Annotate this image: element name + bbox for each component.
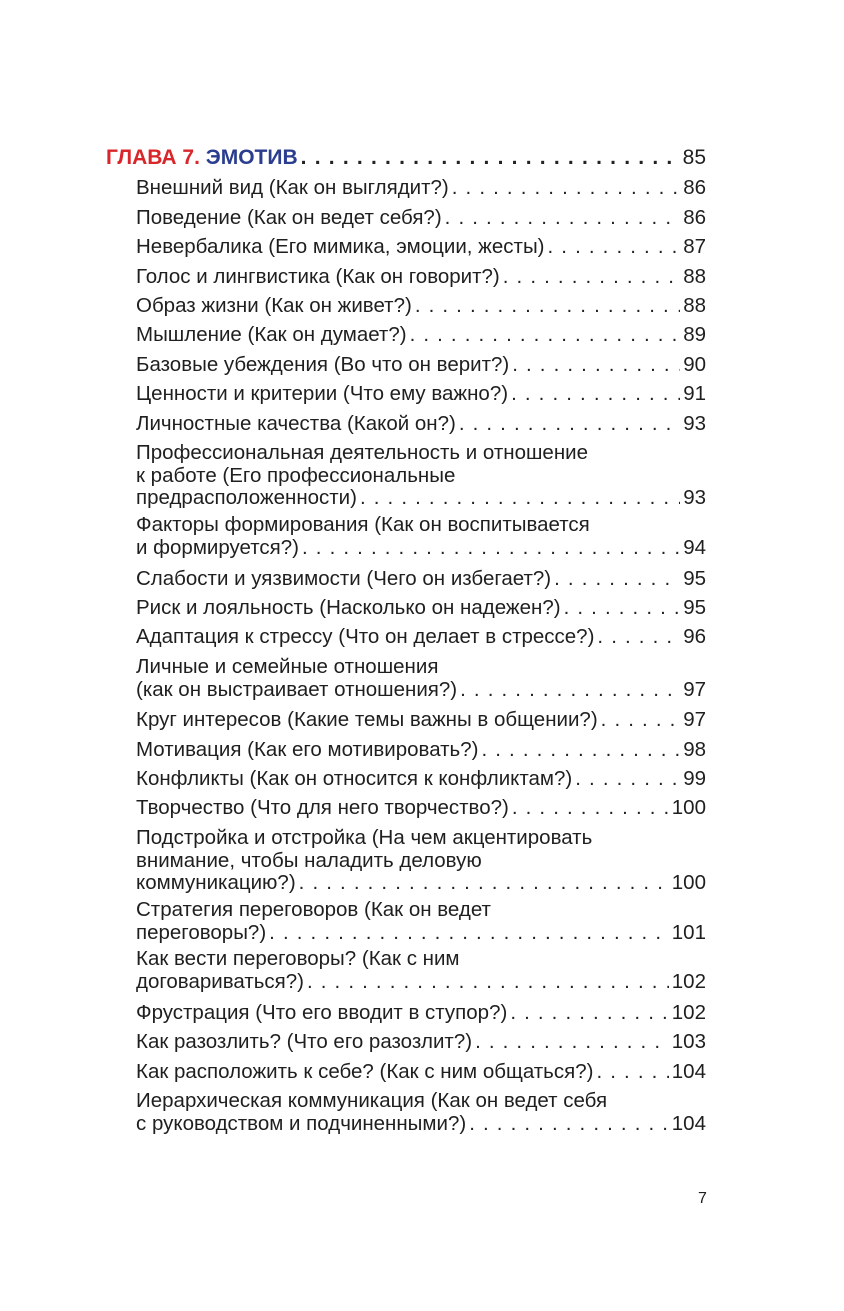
toc-entry[interactable] (136, 827, 706, 895)
toc-entry-page: 86 (683, 205, 706, 229)
toc-entry-text: с руководством и подчиненными?) (136, 1111, 467, 1135)
toc-entry[interactable] (136, 948, 706, 993)
toc-entry-text: Поведение (Как он ведет себя?) (136, 205, 442, 229)
toc-entry-page: 100 (671, 796, 706, 820)
toc-entry[interactable] (136, 764, 706, 793)
toc-entry-text-line: Стратегия переговоров (Как он ведет (136, 897, 491, 921)
toc-entry-text-line: к работе (Его профессиональные (136, 463, 456, 487)
chapter-name: ЭМОТИВ (205, 146, 298, 169)
dot-leader (510, 998, 668, 1027)
toc-entry[interactable] (136, 656, 706, 701)
dot-leader (269, 922, 669, 945)
toc-entry[interactable] (136, 564, 706, 593)
toc-entry-text-line: Иерархическая коммуникация (Как он ведет себя (136, 1088, 608, 1112)
dot-leader (475, 1027, 669, 1056)
dot-leader (460, 679, 680, 702)
toc-entry-text-line: Как вести переговоры? (Как с ним (136, 947, 460, 971)
dot-leader (596, 1057, 668, 1086)
toc-entry-text: Фрустрация (Что его вводит в ступор?) (136, 1000, 508, 1024)
dot-leader (469, 1113, 669, 1136)
toc-entry[interactable] (136, 350, 706, 379)
toc-entry-page: 91 (683, 382, 706, 406)
toc-entry-page: 94 (683, 535, 706, 559)
toc-entry-page: 100 (671, 871, 706, 895)
dot-leader (301, 143, 680, 172)
dot-leader (601, 705, 681, 734)
toc-entry-text: Базовые убеждения (Во что он верит?) (136, 352, 510, 376)
toc-entry-text-line: Подстройка и отстройка (На чем акцентировать (136, 825, 593, 849)
toc-entry-text: Адаптация к стрессу (Что он делает в стрессе?) (136, 625, 595, 649)
toc-entry-text: Мотивация (Как его мотивировать?) (136, 737, 479, 761)
toc-entry[interactable] (136, 379, 706, 408)
toc-entry-text: (как он выстраивает отношения?) (136, 677, 458, 701)
toc-entry[interactable] (136, 291, 706, 320)
toc-entry-page: 93 (683, 411, 706, 435)
toc-entry[interactable] (136, 899, 706, 944)
toc-entry-text: Как расположить к себе? (Как с ним общаться?) (136, 1059, 594, 1083)
toc-entry-text: Слабости и уязвимости (Чего он избегает?) (136, 566, 552, 590)
toc-entry-page: 101 (671, 920, 706, 944)
chapter-label: ГЛАВА 7. (106, 146, 200, 169)
toc-entry-text: Невербалика (Его мимика, эмоции, жесты) (136, 235, 545, 259)
dot-leader (410, 320, 681, 349)
toc-entry[interactable] (136, 593, 706, 622)
toc-entry-page: 97 (683, 677, 706, 701)
toc-entry[interactable] (136, 320, 706, 349)
toc-entry-page: 95 (683, 566, 706, 590)
dot-leader (503, 262, 680, 291)
toc-entry-text-line: Факторы формирования (Как он воспитывается (136, 513, 590, 537)
dot-leader (452, 173, 680, 202)
toc-entry-text: Голос и лингвистика (Как он говорит?) (136, 264, 500, 288)
toc-entry-text: Риск и лояльность (Насколько он надежен?) (136, 595, 561, 619)
toc-entry[interactable] (136, 442, 706, 510)
dot-leader (307, 971, 669, 994)
toc-entry[interactable] (136, 622, 706, 651)
folio: 7 (698, 1190, 707, 1207)
toc-entry[interactable] (136, 514, 706, 559)
toc-entry-text: переговоры?) (136, 920, 267, 944)
dot-leader (512, 350, 680, 379)
dot-leader (548, 232, 681, 261)
toc-entry-page: 102 (671, 1000, 706, 1024)
dot-leader (481, 735, 680, 764)
dot-leader (299, 872, 669, 895)
toc-entry-text-line: Профессиональная деятельность и отношение (136, 441, 588, 465)
toc-entry-page: 95 (683, 595, 706, 619)
toc-entry-page: 99 (683, 767, 706, 791)
toc-entry-page: 97 (683, 708, 706, 732)
toc-entry-page: 89 (683, 323, 706, 347)
dot-leader (459, 409, 680, 438)
toc-entry-page: 96 (683, 625, 706, 649)
toc-entry-page: 103 (671, 1030, 706, 1054)
toc-entry[interactable] (136, 735, 706, 764)
dot-leader (512, 793, 669, 822)
table-of-contents (106, 143, 706, 1139)
toc-entry[interactable] (136, 262, 706, 291)
toc-entry-text: Образ жизни (Как он живет?) (136, 294, 412, 318)
toc-entry-page: 90 (683, 352, 706, 376)
toc-entry-page: 93 (683, 486, 706, 510)
toc-entry[interactable] (136, 203, 706, 232)
toc-entry[interactable] (136, 705, 706, 734)
toc-entry-text: Творчество (Что для него творчество?) (136, 796, 509, 820)
dot-leader (360, 487, 680, 510)
toc-entry-text: Личностные качества (Какой он?) (136, 411, 456, 435)
dot-leader (415, 291, 680, 320)
dot-leader (597, 622, 680, 651)
toc-entry-text: и формируется?) (136, 535, 300, 559)
toc-entry-text-line: Личные и семейные отношения (136, 654, 439, 678)
toc-entry[interactable] (136, 1090, 706, 1135)
toc-entry-page: 104 (671, 1059, 706, 1083)
toc-entry-page: 86 (683, 176, 706, 200)
toc-entry-page: 98 (683, 737, 706, 761)
toc-entry-page: 88 (683, 294, 706, 318)
toc-entry-text: коммуникацию?) (136, 871, 296, 895)
toc-entry-page: 104 (671, 1111, 706, 1135)
toc-entry-text: договариваться?) (136, 970, 304, 994)
toc-entry[interactable] (136, 232, 706, 261)
toc-entry-page: 88 (683, 264, 706, 288)
toc-entries (106, 173, 706, 1135)
dot-leader (554, 564, 680, 593)
toc-entry-text: предрасположенности) (136, 486, 357, 510)
dot-leader (564, 593, 681, 622)
toc-entry-text: Внешний вид (Как он выглядит?) (136, 176, 449, 200)
toc-entry-text: Ценности и критерии (Что ему важно?) (136, 382, 509, 406)
toc-entry-page: 102 (671, 970, 706, 994)
dot-leader (302, 537, 680, 560)
toc-entry[interactable] (136, 1057, 706, 1086)
toc-entry-text: Круг интересов (Какие темы важны в общении?) (136, 708, 598, 732)
toc-entry[interactable] (136, 173, 706, 202)
dot-leader (575, 764, 680, 793)
toc-entry[interactable] (136, 998, 706, 1027)
toc-entry-text: Конфликты (Как он относится к конфликтам?) (136, 767, 573, 791)
toc-entry-page: 87 (683, 235, 706, 259)
chapter-heading[interactable] (106, 143, 706, 172)
toc-entry[interactable] (136, 793, 706, 822)
dot-leader (511, 379, 680, 408)
toc-entry-text-line: внимание, чтобы наладить деловую (136, 848, 482, 872)
toc-entry-text: Как разозлить? (Что его разозлит?) (136, 1030, 473, 1054)
toc-entry[interactable] (136, 1027, 706, 1056)
dot-leader (445, 203, 681, 232)
toc-entry-text: Мышление (Как он думает?) (136, 323, 407, 347)
toc-entry[interactable] (136, 409, 706, 438)
chapter-page: 85 (682, 146, 706, 169)
